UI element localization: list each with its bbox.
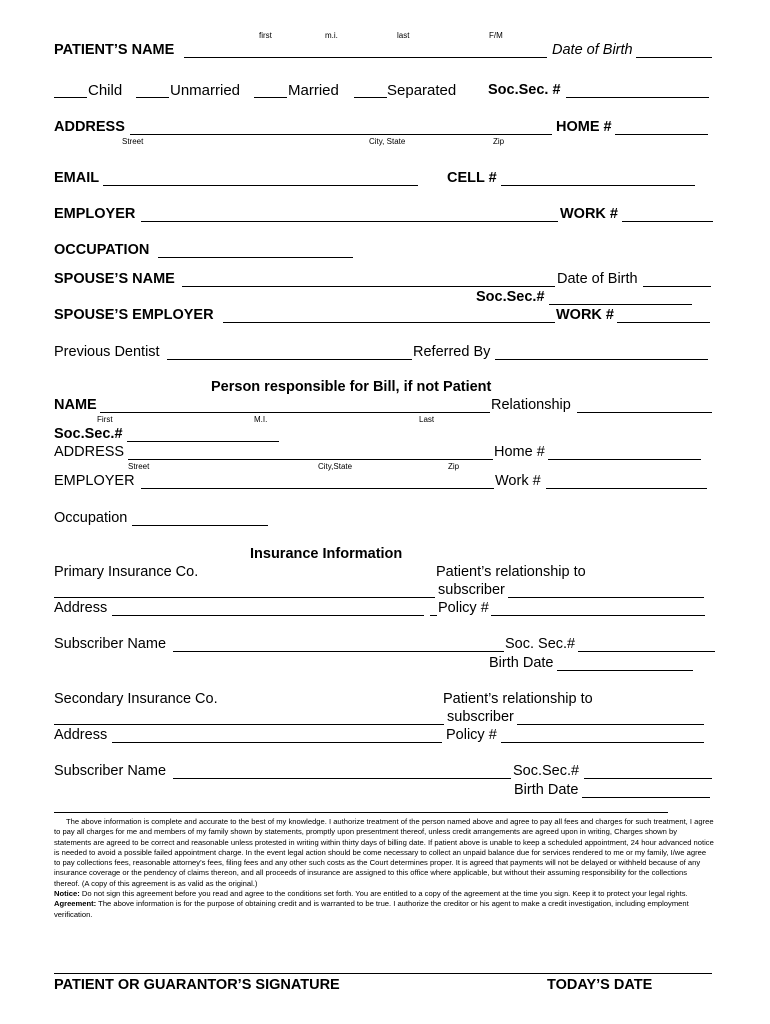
legal-notice <box>54 889 714 899</box>
primary-insurance-label: Primary Insurance Co. <box>54 564 199 580</box>
status-child: Child <box>88 82 123 99</box>
responsible-work-label: Work # <box>495 473 541 489</box>
employer-field[interactable] <box>141 221 558 222</box>
responsible-occupation-field[interactable] <box>132 525 268 526</box>
spouse-name-field[interactable] <box>182 286 555 287</box>
primary-relationship-label: Patient’s relationship to <box>436 564 586 580</box>
responsible-employer-label: EMPLOYER <box>54 473 135 489</box>
secondary-subscriber-ssn-field[interactable] <box>584 778 712 779</box>
signature-line[interactable] <box>54 973 712 974</box>
legal-paragraph: The above information is complete and accurate to the best of my knowledge. I authorize treatment of the person named above and agree to pay all fees and charges for such treatment, I agree to pay all charges for me and members of my family shown by statements, promptly upon presentment thereof, unless credit arrangements are agreed upon in writing, Charges shown by statements are agreed to be correct and reasonable unless protested in writing within thirty days of billing date. If patient above is unable to keep a scheduled appointment, 24 hour advanced notice is needed to avoid a possible failed appointment charge. In the event legal action should be come necessary to collect an unpaid balance due for services rendered to me or my family, I/we agree to pay collections fees, reasonable attorney’s fees, filing fees and any other such costs as the Court determines proper. It is agreed that payments will not be delayed or withheld because of any insurance coverage or the pendency of claims thereon, and all proceeds of insurance are assigned to this office where applicable, but without their assuming responsibility for the collections thereof. (A copy of this agreement is as valid as the original.) <box>54 817 714 888</box>
todays-date-label: TODAY’S DATE <box>547 977 653 993</box>
patient-name-field[interactable] <box>184 57 547 58</box>
responsible-name-label: NAME <box>54 397 97 413</box>
spouse-employer-label: SPOUSE’S EMPLOYER <box>54 307 214 323</box>
secondary-insurance-field[interactable] <box>54 724 444 725</box>
primary-address-field[interactable] <box>112 615 424 616</box>
responsible-home-label: Home # <box>494 444 545 460</box>
secondary-relationship-label: Patient’s relationship to <box>443 691 593 707</box>
address-sublabel-zip: Zip <box>493 137 505 146</box>
status-married-blank[interactable] <box>254 97 287 98</box>
primary-subscriber-name-field[interactable] <box>173 651 504 652</box>
responsible-ssn-field[interactable] <box>127 441 279 442</box>
previous-dentist-label: Previous Dentist <box>54 344 160 360</box>
responsible-address-field[interactable] <box>128 459 493 460</box>
patient-ssn-label: Soc.Sec. # <box>488 82 561 98</box>
sublabel-first: first <box>259 31 272 40</box>
notice-text: Do not sign this agreement before you read and agree to the conditions set forth. You are entitled to a copy of the agreement at the time you sign. Keep it to protect your legal rights. <box>79 889 688 899</box>
status-married: Married <box>288 82 339 99</box>
dob-field[interactable] <box>636 57 712 58</box>
responsible-name-field[interactable] <box>100 412 490 413</box>
primary-birth-date-label: Birth Date <box>489 655 554 671</box>
secondary-birth-date-label: Birth Date <box>514 782 579 798</box>
referred-by-label: Referred By <box>413 344 491 360</box>
primary-policy-field[interactable] <box>491 615 705 616</box>
spouse-dob-label: Date of Birth <box>557 271 638 287</box>
relationship-label: Relationship <box>491 397 571 413</box>
name-sublabel-first: First <box>97 415 113 424</box>
secondary-address-label: Address <box>54 727 108 743</box>
email-field[interactable] <box>103 185 418 186</box>
primary-relationship-field[interactable] <box>508 597 704 598</box>
occupation-label: OCCUPATION <box>54 242 150 258</box>
spouse-employer-field[interactable] <box>223 322 555 323</box>
legal-text <box>54 817 714 920</box>
responsible-ssn-label: Soc.Sec.# <box>54 426 123 442</box>
resp-address-sublabel-city-state: City,State <box>318 462 353 471</box>
cell-field[interactable] <box>501 185 695 186</box>
primary-insurance-field[interactable] <box>54 597 435 598</box>
secondary-insurance-label: Secondary Insurance Co. <box>54 691 218 707</box>
spouse-ssn-field[interactable] <box>549 304 692 305</box>
primary-birth-date-field[interactable] <box>557 670 693 671</box>
dob-label: Date of Birth <box>552 42 633 58</box>
relationship-field[interactable] <box>577 412 712 413</box>
primary-subscriber-label: subscriber <box>438 582 505 598</box>
patient-name-label: PATIENT’S NAME <box>54 42 175 58</box>
referred-by-field[interactable] <box>495 359 708 360</box>
spouse-ssn-label: Soc.Sec.# <box>476 289 545 305</box>
secondary-subscriber-name-field[interactable] <box>173 778 511 779</box>
responsible-employer-field[interactable] <box>141 488 494 489</box>
responsible-heading: Person responsible for Bill, if not Patient <box>211 379 492 395</box>
responsible-work-field[interactable] <box>546 488 707 489</box>
responsible-address-label: ADDRESS <box>54 444 125 460</box>
status-unmarried: Unmarried <box>170 82 241 99</box>
status-unmarried-blank[interactable] <box>136 97 169 98</box>
spouse-work-label: WORK # <box>556 307 614 323</box>
primary-policy-label: Policy # <box>438 600 489 616</box>
secondary-subscriber-name-label: Subscriber Name <box>54 763 167 779</box>
spouse-work-field[interactable] <box>617 322 710 323</box>
sublabel-fm: F/M <box>489 31 503 40</box>
primary-subscriber-ssn-label: Soc. Sec.# <box>505 636 576 652</box>
email-label: EMAIL <box>54 170 100 186</box>
patient-ssn-field[interactable] <box>566 97 709 98</box>
cell-label: CELL # <box>447 170 497 186</box>
status-separated: Separated <box>387 82 457 99</box>
secondary-policy-label: Policy # <box>446 727 497 743</box>
secondary-birth-date-field[interactable] <box>582 797 710 798</box>
work-label: WORK # <box>560 206 618 222</box>
status-separated-blank[interactable] <box>354 97 387 98</box>
notice-label: Notice: <box>54 889 80 899</box>
spouse-dob-field[interactable] <box>643 286 711 287</box>
secondary-subscriber-ssn-label: Soc.Sec.# <box>513 763 580 779</box>
occupation-field[interactable] <box>158 257 353 258</box>
primary-policy-blank-lead <box>430 615 437 616</box>
patient-home-field[interactable] <box>615 134 708 135</box>
responsible-occupation-label: Occupation <box>54 510 128 526</box>
secondary-policy-field[interactable] <box>501 742 704 743</box>
name-sublabel-last: Last <box>419 415 435 424</box>
name-sublabel-mi: M.I. <box>254 415 268 424</box>
primary-subscriber-name-label: Subscriber Name <box>54 636 167 652</box>
status-child-blank[interactable] <box>54 97 87 98</box>
spouse-name-label: SPOUSE’S NAME <box>54 271 175 287</box>
secondary-relationship-field[interactable] <box>517 724 704 725</box>
sublabel-last: last <box>397 31 410 40</box>
patient-address-field[interactable] <box>130 134 552 135</box>
work-field[interactable] <box>622 221 713 222</box>
agreement-text: The above information is for the purpose of obtaining credit and is warranted to be true. I authorize the creditor or his agent to make a credit investigation, including employment verification. <box>54 899 689 919</box>
resp-address-sublabel-street: Street <box>128 462 150 471</box>
secondary-subscriber-label: subscriber <box>447 709 514 725</box>
primary-address-label: Address <box>54 600 108 616</box>
resp-address-sublabel-zip: Zip <box>448 462 460 471</box>
legal-agreement <box>54 899 714 920</box>
previous-dentist-field[interactable] <box>167 359 412 360</box>
employer-label: EMPLOYER <box>54 206 136 222</box>
secondary-address-field[interactable] <box>112 742 442 743</box>
patient-address-label: ADDRESS <box>54 119 125 135</box>
responsible-home-field[interactable] <box>548 459 701 460</box>
primary-subscriber-ssn-field[interactable] <box>578 651 715 652</box>
agreement-label: Agreement: <box>54 899 97 909</box>
signature-label: PATIENT OR GUARANTOR’S SIGNATURE <box>54 977 340 993</box>
address-sublabel-city-state: City, State <box>369 137 406 146</box>
patient-home-label: HOME # <box>556 119 612 135</box>
legal-divider <box>54 812 668 813</box>
address-sublabel-street: Street <box>122 137 144 146</box>
insurance-heading: Insurance Information <box>250 546 403 562</box>
sublabel-mi: m.i. <box>325 31 338 40</box>
